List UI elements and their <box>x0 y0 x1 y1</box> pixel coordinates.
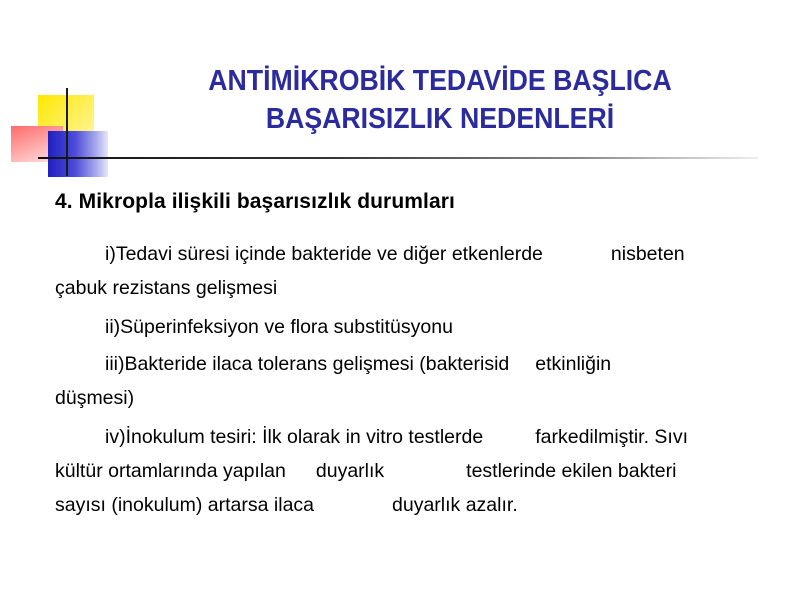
text-line <box>55 271 760 305</box>
slide-title-line-1: ANTİMİKROBİK TEDAVİDE BAŞLICA <box>208 65 672 97</box>
list-item <box>55 310 760 344</box>
text-segment: çabuk rezistans gelişmesi <box>55 277 278 299</box>
text-segment: nisbeten <box>610 243 685 265</box>
decor-vertical-line <box>66 88 68 176</box>
text-line <box>55 237 760 271</box>
list-item <box>55 420 760 522</box>
text-segment: etkinliğin <box>535 353 612 375</box>
text-segment: farkedilmiştir. Sıvı <box>535 426 689 448</box>
text-segment: düşmesi) <box>55 387 135 409</box>
text-line <box>55 347 760 381</box>
list-item <box>55 347 760 415</box>
text-segment: iv)İnokulum tesiri: İlk olarak in vitro testlerde <box>105 426 484 448</box>
text-segment: ii)Süperinfeksiyon ve flora substitüsyonu <box>105 316 453 338</box>
text-segment: iii)Bakteride ilaca tolerans gelişmesi (bakterisid <box>105 353 510 375</box>
text-segment: testlerinde ekilen bakteri <box>466 460 677 482</box>
text-segment: kültür ortamlarında yapılan <box>55 460 286 482</box>
list-item <box>55 237 760 305</box>
text-segment: duyarlık <box>315 460 385 482</box>
text-line <box>55 310 760 344</box>
title-underline <box>38 157 758 159</box>
text-segment: duyarlık azalır. <box>392 494 518 516</box>
text-line <box>55 381 760 415</box>
text-segment: i)Tedavi süresi içinde bakteride ve diğer etkenlerde <box>105 243 543 265</box>
text-line <box>55 420 760 454</box>
decor-blue-square <box>48 131 108 177</box>
slide-title <box>150 62 730 138</box>
text-line <box>55 488 760 522</box>
text-segment: sayısı (inokulum) artarsa ilaca <box>55 494 315 516</box>
section-heading: 4. Mikropla ilişkili başarısızlık durumları <box>55 190 455 213</box>
slide-title-line-2: BAŞARISIZLIK NEDENLERİ <box>265 103 615 135</box>
text-line <box>55 454 760 488</box>
